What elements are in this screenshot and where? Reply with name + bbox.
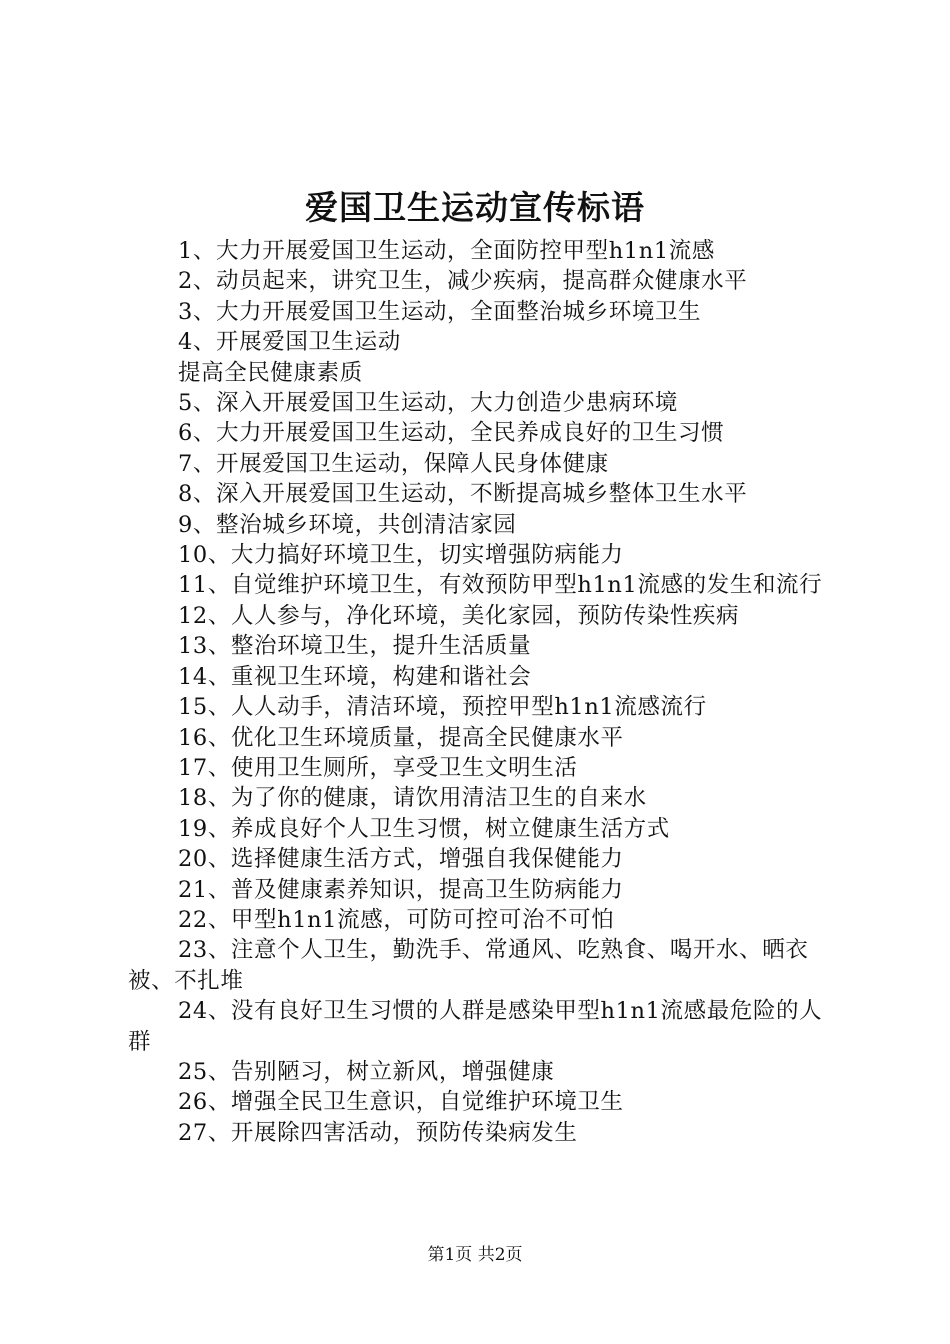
slogan-item: 27、开展除四害活动，预防传染病发生 bbox=[178, 1119, 578, 1146]
slogan-item: 18、为了你的健康，请饮用清洁卫生的自来水 bbox=[178, 785, 647, 812]
slogan-item: 21、普及健康素养知识，提高卫生防病能力 bbox=[178, 876, 624, 903]
slogan-item: 1、大力开展爱国卫生运动，全面防控甲型h1n1流感 bbox=[178, 238, 715, 264]
slogan-item: 12、人人参与，净化环境，美化家园，预防传染性疾病 bbox=[178, 602, 740, 629]
slogan-item: 7、开展爱国卫生运动，保障人民身体健康 bbox=[178, 450, 609, 477]
slogan-item: 11、自觉维护环境卫生，有效预防甲型h1n1流感的发生和流行 bbox=[178, 572, 823, 599]
slogan-item: 15、人人动手，清洁环境，预控甲型h1n1流感流行 bbox=[178, 694, 707, 721]
slogan-item: 22、甲型h1n1流感，可防可控可治不可怕 bbox=[178, 906, 615, 933]
slogan-item: 4、开展爱国卫生运动 bbox=[178, 329, 401, 356]
slogan-item: 8、深入开展爱国卫生运动，不断提高城乡整体卫生水平 bbox=[178, 481, 748, 508]
slogan-item: 2、动员起来，讲究卫生，减少疾病，提高群众健康水平 bbox=[178, 268, 748, 295]
slogan-item: 提高全民健康素质 bbox=[178, 359, 363, 386]
slogan-item: 16、优化卫生环境质量，提高全民健康水平 bbox=[178, 724, 624, 751]
slogan-item: 23、注意个人卫生，勤洗手、常通风、吃熟食、喝开水、晒衣被、不扎堆 bbox=[128, 937, 809, 994]
slogan-item: 25、告别陋习，树立新风，增强健康 bbox=[178, 1058, 555, 1085]
slogan-item: 6、大力开展爱国卫生运动，全民养成良好的卫生习惯 bbox=[178, 420, 725, 447]
slogan-item: 26、增强全民卫生意识，自觉维护环境卫生 bbox=[178, 1089, 624, 1116]
page-footer: 第1页 共2页 bbox=[427, 1245, 523, 1265]
slogan-item: 9、整治城乡环境，共创清洁家园 bbox=[178, 511, 517, 538]
slogan-item: 10、大力搞好环境卫生，切实增强防病能力 bbox=[178, 542, 624, 569]
slogan-item: 14、重视卫生环境，构建和谐社会 bbox=[178, 663, 532, 690]
slogan-item: 17、使用卫生厕所，享受卫生文明生活 bbox=[178, 754, 578, 781]
slogan-item: 13、整治环境卫生，提升生活质量 bbox=[178, 633, 532, 660]
slogan-item: 5、深入开展爱国卫生运动，大力创造少患病环境 bbox=[178, 390, 679, 417]
page-title: 爱国卫生运动宣传标语 bbox=[305, 188, 645, 227]
slogan-list bbox=[128, 236, 832, 1148]
slogan-item: 19、养成良好个人卫生习惯，树立健康生活方式 bbox=[178, 815, 670, 842]
slogan-item: 24、没有良好卫生习惯的人群是感染甲型h1n1流感最危险的人群 bbox=[128, 998, 823, 1055]
slogan-item: 3、大力开展爱国卫生运动，全面整治城乡环境卫生 bbox=[178, 298, 702, 325]
slogan-item: 20、选择健康生活方式，增强自我保健能力 bbox=[178, 846, 624, 873]
